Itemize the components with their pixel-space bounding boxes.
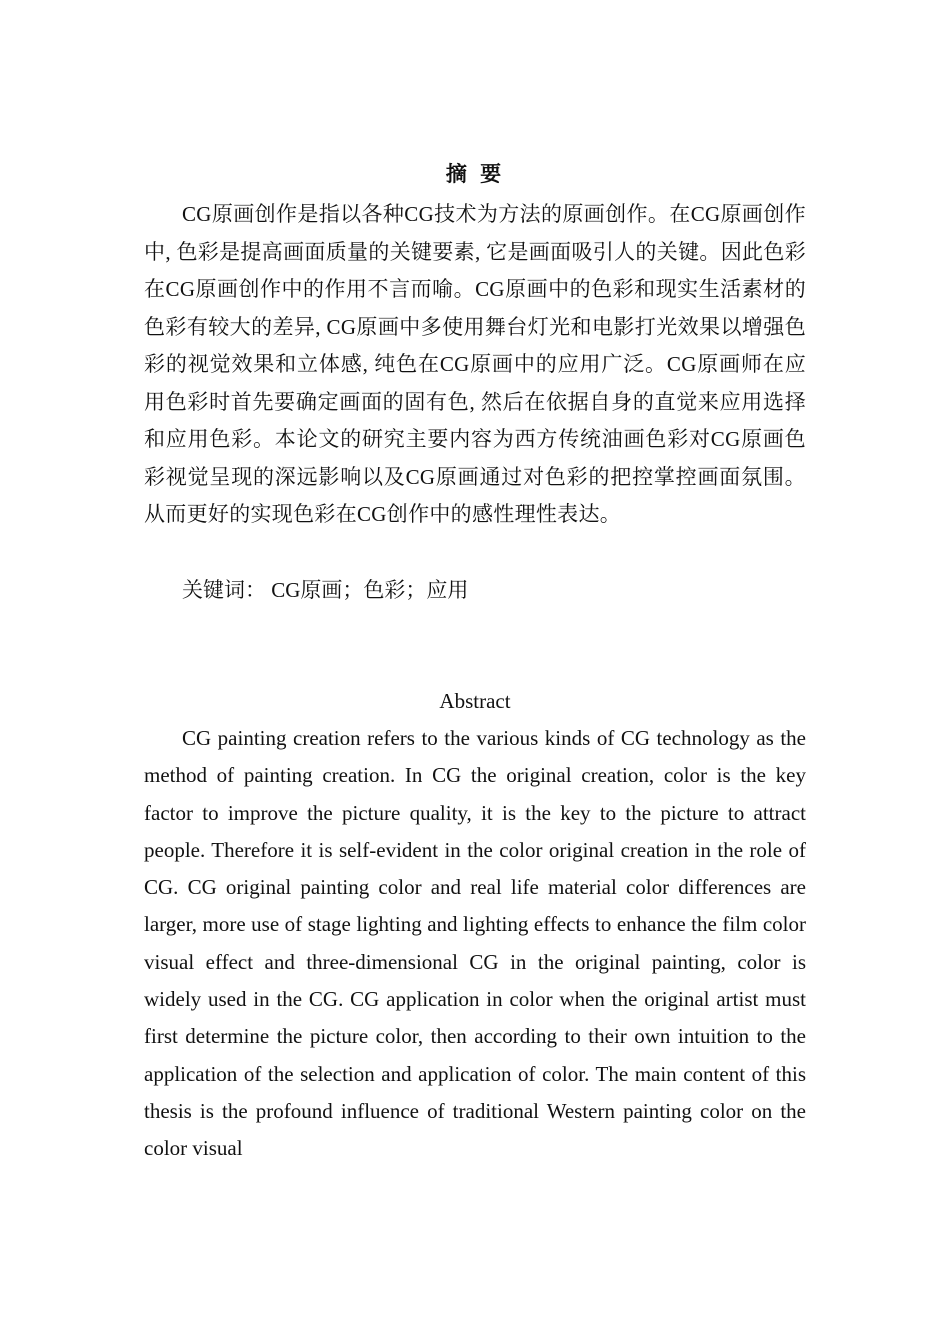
chinese-abstract-body: CG原画创作是指以各种CG技术为方法的原画创作。在CG原画创作中, 色彩是提高画面质量的关键要素, 它是画面吸引人的关键。因此色彩在CG原画创作中的作用不言而喻。CG原画中的色彩和现实生活素材的色彩有较大的差异, CG原画中多使用舞台灯光和电影打光效果以增强色彩的视觉效果和立体感, 纯色在CG原画中的应用广泛。CG原画师在应用色彩时首先要确定画面的固有色, 然后在依据自身的直觉来应用选择和应用色彩。本论文的研究主要内容为西方传统油画色彩对CG原画色彩视觉呈现的深远影响以及CG原画通过对色彩的把控掌控画面氛围。从而更好的实现色彩在CG创作中的感性理性表达。 bbox=[144, 202, 806, 526]
document-page bbox=[144, 152, 806, 1168]
english-abstract-body: CG painting creation refers to the various kinds of CG technology as the method of painting creation. In CG the original creation, color is the key factor to improve the picture quality, it is the key to the picture to attract people. Therefore it is self-evident in the color original creation in the role of CG. CG original painting color and real life material color differences are larger, more use of stage lighting and lighting effects to enhance the film color visual effect and three-dimensional CG in the original painting, color is widely used in the CG. CG application in color when the original artist must first determine the picture color, then according to their own intuition to the application of the selection and application of color. The main content of this thesis is the profound influence of traditional Western painting color on the color visual bbox=[144, 726, 806, 1161]
english-abstract-title: Abstract bbox=[439, 689, 511, 713]
chinese-abstract-title: 摘 要 bbox=[445, 162, 505, 186]
chinese-keywords: 关键词： CG原画；色彩；应用 bbox=[182, 577, 469, 602]
